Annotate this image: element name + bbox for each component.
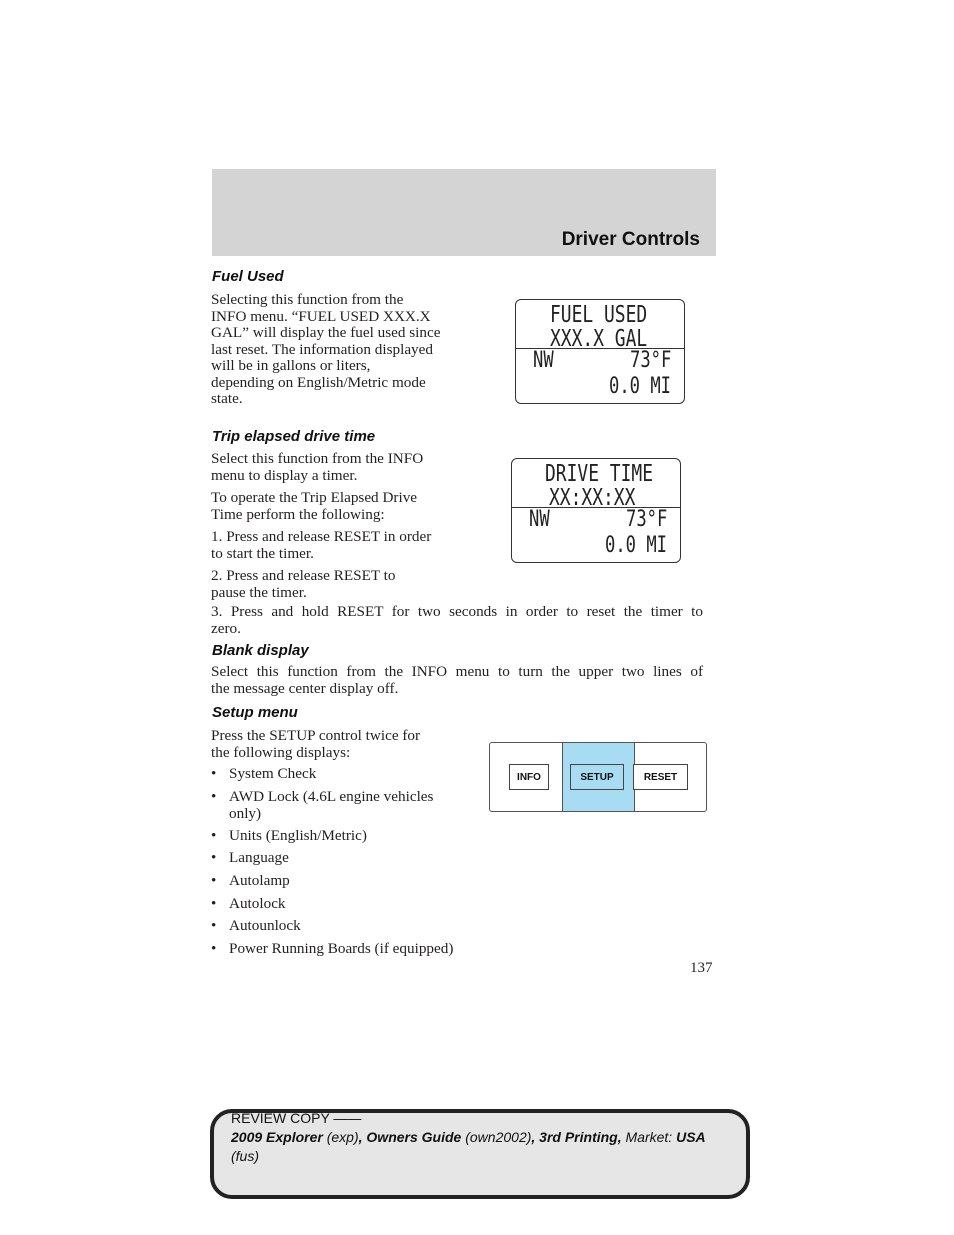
- page-title: Driver Controls: [561, 229, 700, 250]
- list-item: • Autounlock: [211, 917, 301, 934]
- trip-step-3: 3. Press and hold RESET for two seconds in order to reset the timer to zero.: [211, 603, 703, 637]
- bullet-icon: •: [211, 940, 217, 957]
- fuel-used-text: Selecting this function from the INFO menu. “FUEL USED XXX.X GAL” will display the fuel used since last reset. The information displayed will be in gallons or liters, depending on English/Metric mode state.: [211, 291, 441, 407]
- setup-button: SETUP: [570, 764, 624, 790]
- trip-time-heading: Trip elapsed drive time: [212, 428, 376, 445]
- list-item: • Autolock: [211, 895, 286, 912]
- bullet-icon: •: [211, 849, 217, 866]
- bullet-icon: •: [211, 827, 217, 844]
- page-number: 137: [690, 960, 713, 976]
- review-copy-label: REVIEW COPY ——: [231, 1110, 362, 1126]
- temperature-readout: 73°F: [630, 348, 672, 373]
- trip-time-intro: Select this function from the INFO menu to display a timer.: [211, 450, 424, 484]
- header-band: [212, 169, 716, 256]
- bullet-icon: •: [211, 788, 217, 805]
- display-line-2: XXX.X GAL: [550, 326, 648, 352]
- compass-readout: NW: [529, 507, 550, 532]
- footer-text: [231, 1110, 736, 1166]
- list-item: • System Check: [211, 765, 317, 782]
- display-line-1: FUEL USED: [550, 302, 648, 328]
- blank-display-heading: Blank display: [212, 642, 309, 659]
- trip-step-1: 1. Press and release RESET in order to start the timer.: [211, 528, 432, 562]
- bullet-icon: •: [211, 895, 217, 912]
- publication-info: 2009 Explorer (exp), Owners Guide (own2002), 3rd Printing, Market: USA: [231, 1129, 706, 1145]
- list-item: • Units (English/Metric): [211, 827, 367, 844]
- setup-menu-intro: Press the SETUP control twice for the following displays:: [211, 727, 421, 761]
- list-item: • Power Running Boards (if equipped): [211, 940, 454, 957]
- list-item: • Autolamp: [211, 872, 290, 889]
- compass-readout: NW: [533, 348, 554, 373]
- market-code: (fus): [231, 1148, 259, 1164]
- info-button: INFO: [509, 764, 549, 790]
- display-line-1: DRIVE TIME: [545, 461, 654, 487]
- bullet-icon: •: [211, 917, 217, 934]
- control-panel-illustration: [489, 742, 707, 812]
- reset-button: RESET: [633, 764, 688, 790]
- temperature-readout: 73°F: [626, 507, 668, 532]
- trip-time-instructions: To operate the Trip Elapsed Drive Time perform the following:: [211, 489, 418, 523]
- bullet-icon: •: [211, 872, 217, 889]
- setup-menu-heading: Setup menu: [212, 704, 298, 721]
- drive-time-display: [511, 458, 681, 563]
- blank-display-text: Select this function from the INFO menu to turn the upper two lines of the message center display off.: [211, 663, 703, 697]
- fuel-used-heading: Fuel Used: [212, 268, 284, 285]
- bullet-icon: •: [211, 765, 217, 782]
- odometer-readout: 0.0 MI: [605, 533, 667, 558]
- trip-step-2: 2. Press and release RESET to pause the timer.: [211, 567, 396, 601]
- list-item: • AWD Lock (4.6L engine vehicles only): [211, 788, 434, 822]
- list-item: • Language: [211, 849, 289, 866]
- display-line-2: XX:XX:XX: [549, 485, 636, 511]
- fuel-used-display: [515, 299, 685, 404]
- odometer-readout: 0.0 MI: [609, 374, 671, 399]
